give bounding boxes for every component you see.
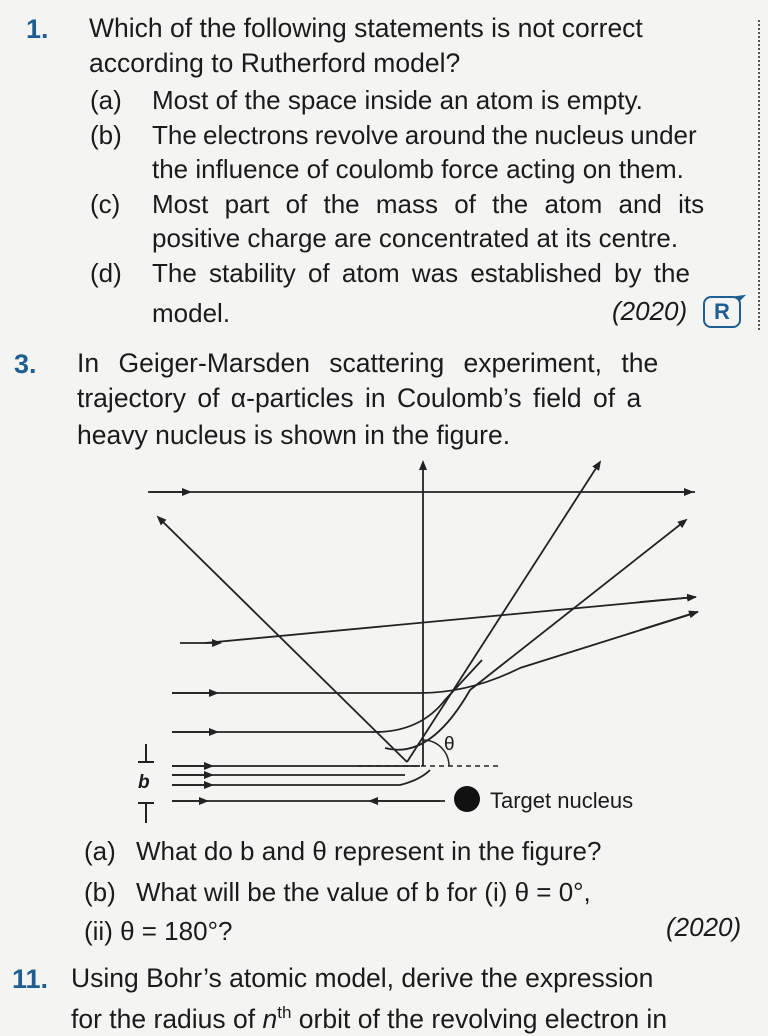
question-3-text-line3: heavy nucleus is shown in the figure. — [77, 420, 511, 450]
option-d-text-line1: The stability of atom was established by the — [152, 258, 690, 288]
theta-label: θ — [444, 734, 455, 755]
part-a-letter: (a) — [84, 836, 116, 866]
option-a-text: Most of the space inside an atom is empty. — [152, 85, 643, 115]
option-d-text-line2: model. — [152, 298, 231, 328]
option-b-text-line1: The electrons revolve around the nucleus under — [152, 120, 697, 150]
option-c-letter: (c) — [90, 189, 121, 219]
target-nucleus-label: Target nucleus — [490, 788, 634, 813]
q11-line2-prefix: for the radius of — [71, 1003, 263, 1034]
part-b-text-line2: (ii) θ = 180°? — [84, 916, 233, 946]
question-11-text-line1: Using Bohr’s atomic model, derive the expression — [71, 963, 654, 993]
option-d-letter: (d) — [90, 258, 122, 288]
trajectory-steep-right — [407, 462, 600, 762]
trajectory-backward-left — [158, 517, 407, 762]
question-11-number: 11. — [12, 964, 49, 994]
option-c-text-line2: positive charge are concentrated at its centre. — [152, 223, 679, 253]
revision-badge: R — [703, 296, 741, 328]
question-1-number: 1. — [26, 14, 49, 44]
q11-line2-suffix: orbit of the revolving electron in — [291, 1003, 668, 1034]
question-1-text-line1: Which of the following statements is not correct — [89, 13, 643, 43]
question-3-text-line1: In Geiger-Marsden scattering experiment, the — [77, 348, 659, 378]
option-b-text-line2: the influence of coulomb force acting on them. — [152, 154, 684, 184]
option-c-text-line1: Most part of the mass of the atom and its — [152, 189, 705, 219]
option-b-letter: (b) — [90, 120, 122, 150]
impact-parameter-label: b — [138, 772, 150, 793]
part-a-text: What do b and θ represent in the figure? — [136, 836, 602, 866]
part-b-text: What will be the value of b for (i) θ = 0°, — [136, 877, 591, 907]
q11-line2-n: n — [262, 1003, 278, 1034]
question-1-text-line2: according to Rutherford model? — [89, 48, 461, 78]
question-3-year: (2020) — [666, 912, 742, 942]
question-1-year: (2020) — [612, 296, 688, 326]
q11-line2-sup: th — [277, 1003, 292, 1022]
question-3-number: 3. — [14, 349, 37, 379]
option-a-letter: (a) — [90, 85, 122, 115]
question-3-text-line2: trajectory of α-particles in Coulomb’s field of a — [77, 383, 642, 413]
target-nucleus-dot — [454, 786, 480, 812]
trajectory-small-angle-2 — [172, 612, 698, 693]
question-11-text-line2 — [71, 996, 667, 1036]
trajectory-medium-angle — [172, 660, 482, 732]
part-b-letter: (b) — [84, 877, 116, 907]
